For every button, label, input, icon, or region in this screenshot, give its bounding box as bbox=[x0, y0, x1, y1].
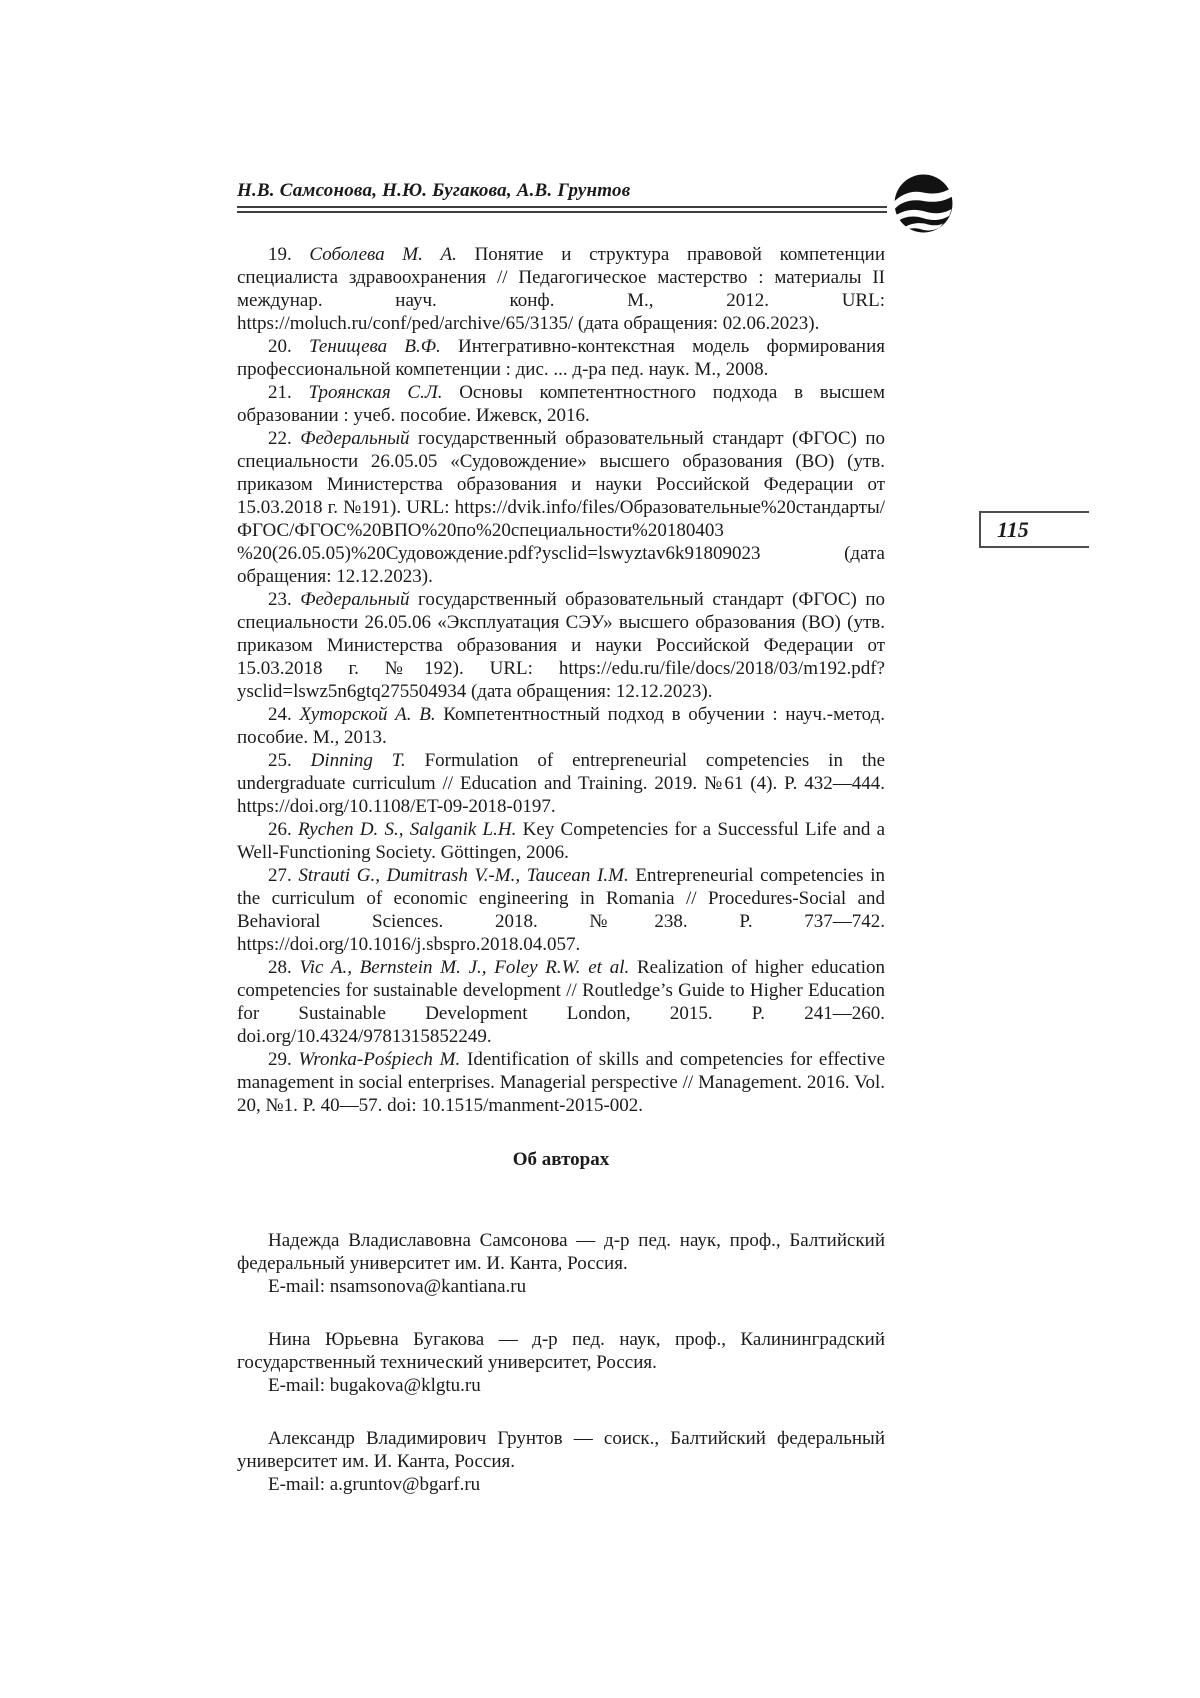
reference-number: 23. bbox=[268, 589, 292, 610]
reference-number: 20. bbox=[268, 336, 292, 357]
reference-number: 29. bbox=[268, 1049, 292, 1070]
reference-number: 27. bbox=[268, 865, 292, 886]
reference-text: государственный образовательный стандарт (ФГОС) по специальности 26.05.06 «Эксплуатация СЭУ» высшего образования (ВО) (утв. приказом Министерства образования и науки Российской Федерации от 15.03.2018 г. №192). URL: https://edu.ru/file/docs/2018/03/m192.pdf?ysclid=lswz5n6gtq275504934 (дата обращения: 12.12.2023). bbox=[237, 589, 886, 702]
reference-item bbox=[237, 956, 885, 1048]
reference-authors: Rychen D. S., Salganik L.H. bbox=[298, 819, 517, 840]
reference-text: Entrepreneurial competencies in the curriculum of economic engineering in Romania // Procedures-Social and Behavioral Sciences. 2018. №238. P. 737—742. https://doi.org/10.1016/j.sbspro.2018.04.057. bbox=[237, 865, 885, 955]
reference-text: Основы компетентностного подхода в высшем образовании : учеб. пособие. Ижевск, 2016. bbox=[237, 382, 885, 426]
author-info bbox=[237, 1229, 885, 1298]
reference-authors: Хуторской А. В. bbox=[299, 704, 436, 725]
reference-item bbox=[237, 381, 885, 427]
reference-item bbox=[237, 1048, 885, 1117]
reference-item bbox=[237, 703, 885, 749]
reference-text: Key Competencies for a Successful Life and a Well-Functioning Society. Göttingen, 2006. bbox=[237, 819, 886, 863]
author-email: E-mail: nsamsonova@kantiana.ru bbox=[268, 1276, 527, 1297]
reference-authors: Федеральный bbox=[300, 589, 410, 610]
about-authors-section bbox=[237, 1148, 885, 1496]
reference-number: 19. bbox=[268, 244, 292, 265]
author-affiliation: — д-р пед. наук, проф., Калининградский государственный технический университет, Россия. bbox=[237, 1329, 885, 1373]
reference-list bbox=[237, 243, 885, 1117]
author-info bbox=[237, 1328, 885, 1397]
reference-item bbox=[237, 749, 885, 818]
reference-item bbox=[237, 818, 885, 864]
author-affiliation: — соиск., Балтийский федеральный университет им. И. Канта, Россия. bbox=[237, 1428, 885, 1472]
author-name: Нина Юрьевна Бугакова bbox=[268, 1329, 485, 1350]
author-email: E-mail: a.gruntov@bgarf.ru bbox=[268, 1474, 481, 1495]
reference-authors: Соболева М. А. bbox=[309, 244, 457, 265]
author-name: Александр Владимирович Грунтов bbox=[268, 1428, 563, 1449]
reference-number: 25. bbox=[268, 750, 292, 771]
reference-authors: Троянская С.Л. bbox=[308, 382, 443, 403]
reference-authors: Тенищева В.Ф. bbox=[309, 336, 441, 357]
author-info bbox=[237, 1427, 885, 1496]
running-header-authors: Н.В. Самсонова, Н.Ю. Бугакова, А.В. Грунтов bbox=[237, 180, 631, 201]
journal-globe-logo-icon bbox=[892, 172, 955, 235]
reference-number: 28. bbox=[268, 957, 292, 978]
reference-text: Понятие и структура правовой компетенции специалиста здравоохранения // Педагогическое мастерство : материалы II междунар. науч. конф. М., 2012. URL: https://moluch.ru/conf/ped/archive/65/3135/ (дата обращения: 02.06.2023). bbox=[237, 244, 885, 334]
main-text-column bbox=[237, 243, 885, 1526]
reference-number: 21. bbox=[268, 382, 292, 403]
reference-text: Интегративно-контекстная модель формирования профессиональной компетенции : дис. ... д-ра пед. наук. М., 2008. bbox=[237, 336, 886, 380]
reference-authors: Strauti G., Dumitrash V.-M., Taucean I.M. bbox=[298, 865, 629, 886]
reference-authors: Федеральный bbox=[300, 428, 410, 449]
reference-text: Realization of higher education competencies for sustainable development // Routledge’s Guide to Higher Education for Sustainable Development London, 2015. P. 241—260. doi.org/10.4324/9781315852249. bbox=[237, 957, 886, 1047]
reference-number: 26. bbox=[268, 819, 292, 840]
author-name: Надежда Владиславовна Самсонова bbox=[268, 1230, 568, 1251]
author-email: E-mail: bugakova@klgtu.ru bbox=[268, 1375, 481, 1396]
reference-text: Компетентностный подход в обучении : науч.-метод. пособие. М., 2013. bbox=[237, 704, 886, 748]
reference-text: государственный образовательный стандарт (ФГОС) по специальности 26.05.05 «Судовождение» высшего образования (ВО) (утв. приказом Министерства образования и науки Российской Федерации от 15.03.2018 г. №191). URL: https://dvik.info/files/Образовательные%20стандарты/ФГОС/ФГОС%20ВПО%20по%20специальности%20180403 %20(26.05.05)%20Судовождение.pdf?ysclid=lswyztav6k91809023 (дата обращения: 12.12.2023). bbox=[237, 428, 886, 587]
reference-item bbox=[237, 864, 885, 956]
reference-authors: Wronka-Pośpiech M. bbox=[298, 1049, 461, 1070]
reference-item bbox=[237, 335, 885, 381]
page-number: 115 bbox=[997, 516, 1029, 542]
reference-number: 24. bbox=[268, 704, 292, 725]
reference-item bbox=[237, 588, 885, 703]
header-double-rule bbox=[237, 206, 887, 213]
reference-item bbox=[237, 427, 885, 588]
page-number-badge bbox=[979, 511, 1089, 548]
reference-text: Formulation of entrepreneurial competencies in the undergraduate curriculum // Education and Training. 2019. №61 (4). P. 432—444. https://doi.org/10.1108/ET-09-2018-0197. bbox=[237, 750, 886, 817]
reference-authors: Vic A., Bernstein M. J., Foley R.W. et al. bbox=[299, 957, 630, 978]
author-affiliation: — д-р пед. наук, проф., Балтийский федеральный университет им. И. Канта, Россия. bbox=[237, 1230, 885, 1274]
reference-text: Identification of skills and competencies for effective management in social enterprises. Managerial perspective // Management. 2016. Vol. 20, №1. P. 40—57. doi: 10.1515/manment-2015-002. bbox=[237, 1049, 886, 1116]
reference-authors: Dinning T. bbox=[310, 750, 406, 771]
about-authors-heading: Об авторах bbox=[512, 1149, 610, 1170]
reference-number: 22. bbox=[268, 428, 292, 449]
reference-item bbox=[237, 243, 885, 335]
